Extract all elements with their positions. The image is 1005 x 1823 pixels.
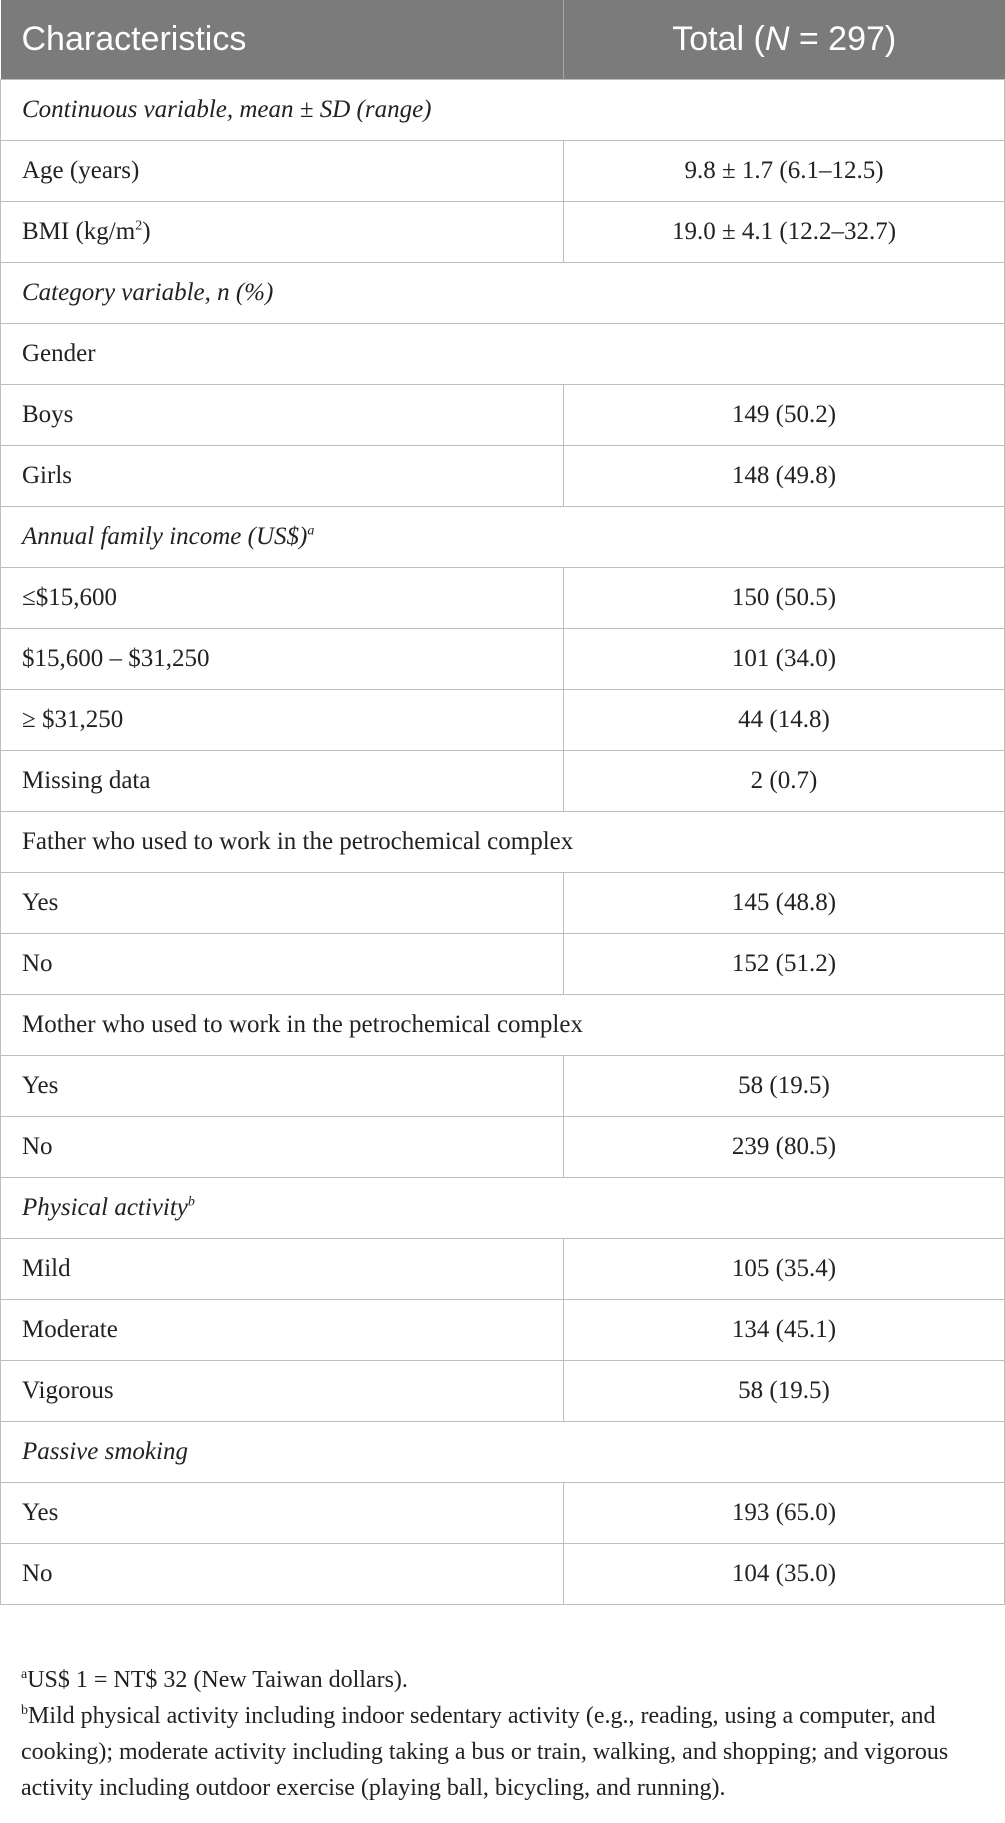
row-label-missing: Missing data	[1, 751, 564, 812]
table-row	[1, 446, 1005, 507]
row-label-income-high: ≥ $31,250	[1, 690, 564, 751]
row-value-moderate: 134 (45.1)	[564, 1300, 1005, 1361]
footnote-b-marker: b	[21, 1703, 28, 1718]
table-row	[1, 751, 1005, 812]
group-mother: Mother who used to work in the petrochemical complex	[1, 995, 1005, 1056]
table-row	[1, 1056, 1005, 1117]
table-row	[1, 80, 1005, 141]
table-row	[1, 324, 1005, 385]
table-row	[1, 812, 1005, 873]
table-row	[1, 873, 1005, 934]
bmi-label-prefix: BMI (kg/m	[22, 218, 136, 245]
row-label-smoking-yes: Yes	[1, 1483, 564, 1544]
table-row	[1, 629, 1005, 690]
row-label-boys: Boys	[1, 385, 564, 446]
table-footnotes	[0, 1662, 1000, 1806]
row-value-income-low: 150 (50.5)	[564, 568, 1005, 629]
income-footnote-marker: a	[307, 523, 315, 539]
row-label-moderate: Moderate	[1, 1300, 564, 1361]
table-header	[1, 0, 1005, 80]
row-label-smoking-no: No	[1, 1544, 564, 1605]
header-characteristics: Characteristics	[1, 0, 564, 80]
footnote-b	[0, 1698, 1000, 1806]
table-row	[1, 1544, 1005, 1605]
table-row	[1, 385, 1005, 446]
section-continuous: Continuous variable, mean ± SD (range)	[1, 80, 1005, 141]
row-value-income-mid: 101 (34.0)	[564, 629, 1005, 690]
table-row	[1, 934, 1005, 995]
table-row	[1, 568, 1005, 629]
header-total-n: N	[764, 20, 790, 58]
row-label-bmi	[1, 202, 564, 263]
activity-footnote-marker: b	[187, 1194, 195, 1210]
row-value-missing: 2 (0.7)	[564, 751, 1005, 812]
footnote-a	[0, 1662, 1000, 1698]
row-label-age: Age (years)	[1, 141, 564, 202]
table-row	[1, 1422, 1005, 1483]
row-value-age: 9.8 ± 1.7 (6.1–12.5)	[564, 141, 1005, 202]
row-label-father-yes: Yes	[1, 873, 564, 934]
row-label-mild: Mild	[1, 1239, 564, 1300]
row-value-smoking-no: 104 (35.0)	[564, 1544, 1005, 1605]
table-row	[1, 1117, 1005, 1178]
table-row	[1, 690, 1005, 751]
group-gender: Gender	[1, 324, 1005, 385]
row-value-father-no: 152 (51.2)	[564, 934, 1005, 995]
row-value-bmi: 19.0 ± 4.1 (12.2–32.7)	[564, 202, 1005, 263]
row-label-father-no: No	[1, 934, 564, 995]
row-label-vigorous: Vigorous	[1, 1361, 564, 1422]
row-value-girls: 148 (49.8)	[564, 446, 1005, 507]
footnote-a-text: US$ 1 = NT$ 32 (New Taiwan dollars).	[27, 1667, 408, 1693]
row-label-mother-yes: Yes	[1, 1056, 564, 1117]
row-label-income-mid: $15,600 – $31,250	[1, 629, 564, 690]
table-row	[1, 141, 1005, 202]
section-category: Category variable, n (%)	[1, 263, 1005, 324]
header-row	[1, 0, 1005, 80]
row-value-mild: 105 (35.4)	[564, 1239, 1005, 1300]
income-section-label: Annual family income (US$)	[22, 523, 308, 550]
bmi-label-suffix: )	[142, 218, 151, 245]
table-row	[1, 1300, 1005, 1361]
header-total-suffix: = 297)	[789, 20, 897, 58]
row-value-father-yes: 145 (48.8)	[564, 873, 1005, 934]
row-value-mother-yes: 58 (19.5)	[564, 1056, 1005, 1117]
row-value-mother-no: 239 (80.5)	[564, 1117, 1005, 1178]
section-smoking: Passive smoking	[1, 1422, 1005, 1483]
footnote-a-marker: a	[21, 1667, 28, 1682]
row-label-girls: Girls	[1, 446, 564, 507]
table-row	[1, 1361, 1005, 1422]
section-income	[1, 507, 1005, 568]
row-value-boys: 149 (50.2)	[564, 385, 1005, 446]
section-activity	[1, 1178, 1005, 1239]
table-row	[1, 995, 1005, 1056]
row-label-mother-no: No	[1, 1117, 564, 1178]
table-row	[1, 202, 1005, 263]
header-total	[564, 0, 1005, 80]
table-row	[1, 1178, 1005, 1239]
row-value-smoking-yes: 193 (65.0)	[564, 1483, 1005, 1544]
activity-section-label: Physical activity	[22, 1194, 188, 1221]
bmi-label-sup: 2	[135, 218, 143, 234]
row-value-income-high: 44 (14.8)	[564, 690, 1005, 751]
table-row	[1, 507, 1005, 568]
row-value-vigorous: 58 (19.5)	[564, 1361, 1005, 1422]
table-body	[1, 80, 1005, 1605]
table-row	[1, 263, 1005, 324]
header-total-prefix: Total (	[672, 20, 765, 58]
group-father: Father who used to work in the petrochemical complex	[1, 812, 1005, 873]
row-label-income-low: ≤$15,600	[1, 568, 564, 629]
table-row	[1, 1239, 1005, 1300]
table-row	[1, 1483, 1005, 1544]
footnote-b-text: Mild physical activity including indoor sedentary activity (e.g., reading, using a computer, and cooking); moderate activity including taking a bus or train, walking, and shopping; and vigorous activity including outdoor exercise (playing ball, bicycling, and running).	[21, 1703, 949, 1801]
